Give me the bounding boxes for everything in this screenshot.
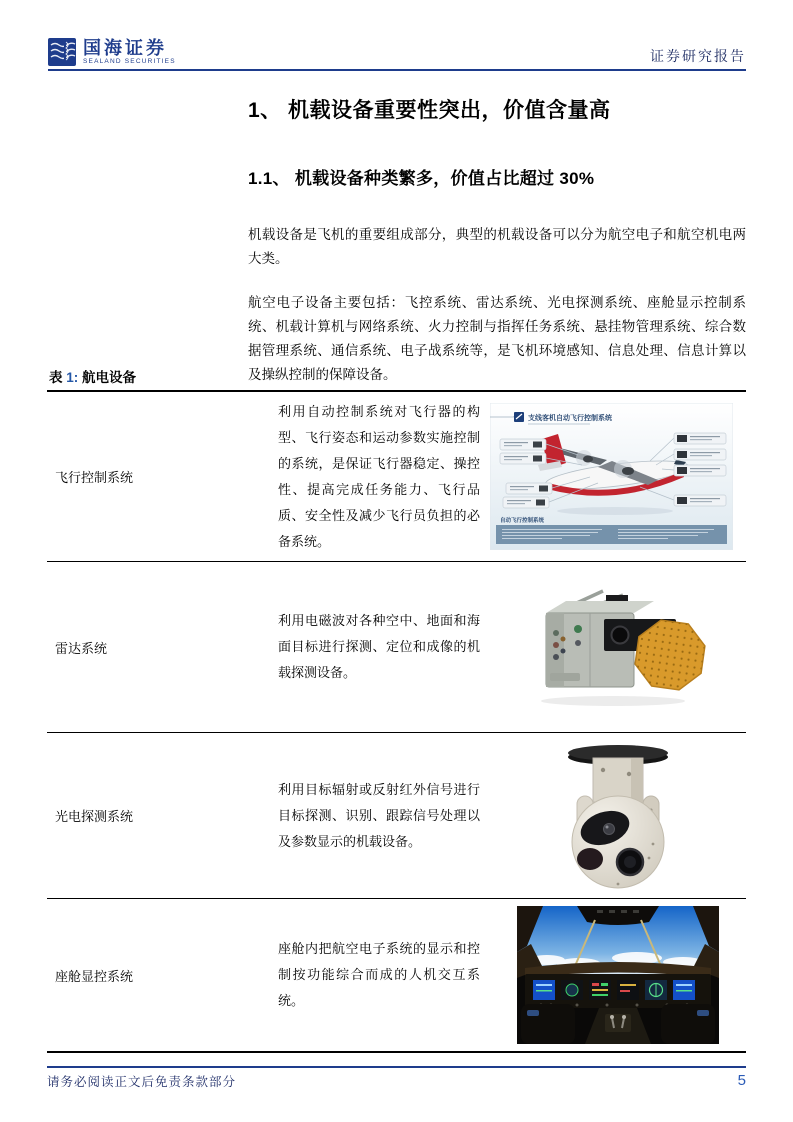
table-caption-title: 航电设备 — [82, 370, 137, 385]
table-caption-number: 1: — [66, 370, 79, 385]
system-image-cell — [490, 899, 746, 1051]
electro-optical-turret-photo — [533, 740, 703, 892]
system-description: 座舱内把航空电子系统的显示和控制按功能综合而成的人机交互系统。 — [278, 941, 480, 1008]
system-image-cell — [490, 733, 746, 898]
radar-unit-photo — [518, 577, 718, 717]
main-content — [248, 94, 746, 407]
footer-disclaimer: 请务必阅读正文后免责条款部分 — [47, 1075, 237, 1089]
page-number: 5 — [737, 1072, 746, 1089]
cockpit-display-photo — [517, 906, 719, 1044]
brand-name-cn: 国海证券 — [83, 37, 167, 58]
footer-divider — [47, 1066, 746, 1068]
paragraph-1: 机载设备是飞机的重要组成部分，典型的机载设备可以分为航空电子和航空机电两大类。 — [248, 227, 746, 266]
diagram-caption: 自动飞行控制系统 — [500, 518, 545, 524]
table-row — [47, 392, 746, 562]
brand — [48, 38, 176, 66]
brand-text — [83, 39, 176, 66]
diagram-title: 支线客机自动飞行控制系统 — [528, 415, 612, 422]
page-header — [48, 28, 746, 71]
table-row — [47, 733, 746, 899]
system-image-cell — [490, 392, 746, 561]
table-caption — [47, 366, 746, 392]
system-name: 光电探测系统 — [55, 809, 134, 824]
system-name: 座舱显控系统 — [55, 968, 134, 984]
system-name: 飞行控制系统 — [55, 470, 134, 485]
subsection-title: 1.1、 机载设备种类繁多，价值占比超过 30% — [248, 169, 595, 188]
table-caption-prefix: 表 — [49, 370, 63, 385]
paragraph-2: 航空电子设备主要包括：飞控系统、雷达系统、光电探测系统、座舱显示控制系统、机载计算机与网络系统、火力控制与指挥任务系统、悬挂物管理系统、综合数据管理系统、通信系统、电子战系统等，是飞机环境感知、信息处理、信息计算以及操纵控制的保障设备。 — [248, 295, 746, 382]
table-row — [47, 562, 746, 733]
system-name: 雷达系统 — [55, 640, 108, 656]
flight-control-system-diagram — [490, 403, 733, 550]
page-footer — [47, 1072, 746, 1090]
brand-logo-icon — [48, 38, 76, 66]
system-description: 利用目标辐射或反射红外信号进行目标探测、识别、跟踪信号处理以及参数显示的机载设备。 — [278, 781, 480, 849]
section-title: 1、 机载设备重要性突出，价值含量高 — [248, 99, 611, 122]
system-image-cell — [490, 562, 746, 732]
system-description: 利用电磁波对各种空中、地面和海面目标进行探测、定位和成像的机载探测设备。 — [278, 613, 480, 680]
report-type-label: 证券研究报告 — [650, 50, 746, 65]
system-description: 利用自动控制系统对飞行器的构型、飞行姿态和运动参数实施控制的系统，是保证飞行器稳定、操控性、提高完成任务能力、飞行品质、安全性及减少飞行员负担的必备系统。 — [278, 403, 480, 549]
table-row — [47, 899, 746, 1053]
brand-name-en: SEALAND SECURITIES — [83, 57, 176, 65]
avionics-table — [47, 366, 746, 1053]
